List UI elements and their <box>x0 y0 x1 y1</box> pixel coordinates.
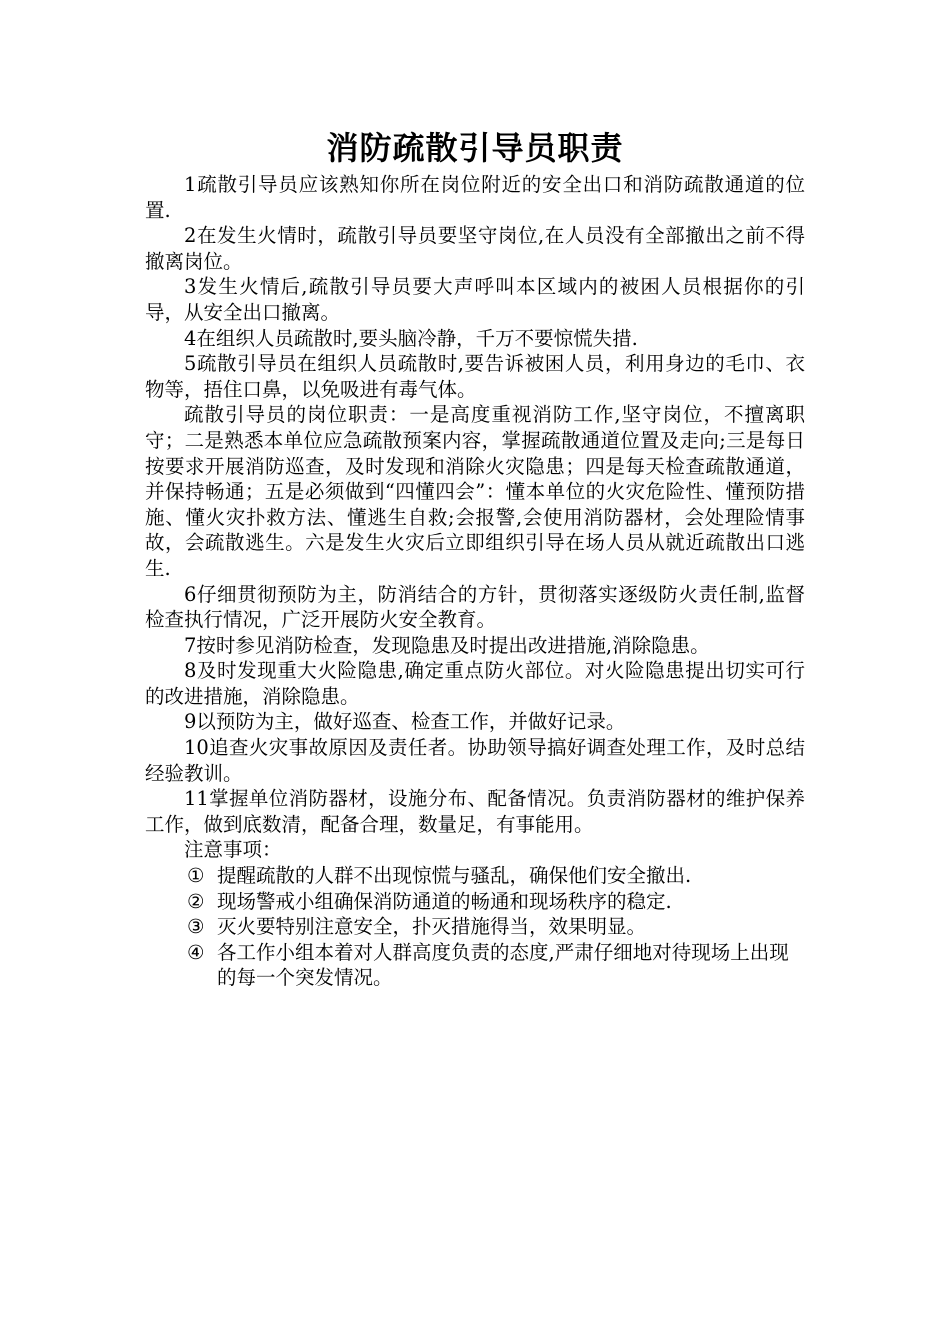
duty-paragraph-11: 11掌握单位消防器材，设施分布、配备情况。负责消防器材的维护保养工作，做到底数清，配备合理，数量足，有事能用。 <box>145 787 805 836</box>
duty-paragraph-1: 1疏散引导员应该熟知你所在岗位附近的安全出口和消防疏散通道的位置. <box>145 173 805 222</box>
note-text: 各工作小组本着对人群高度负责的态度,严肃仔细地对待现场上出现的每一个突发情况。 <box>217 940 789 990</box>
note-text: 现场警戒小组确保消防通道的畅通和现场秩序的稳定. <box>217 889 672 913</box>
duty-paragraph-9: 9以预防为主，做好巡查、检查工作，并做好记录。 <box>184 710 626 734</box>
duty-paragraph-2: 2在发生火情时，疏散引导员要坚守岗位,在人员没有全部撤出之前不得撤离岗位。 <box>145 224 805 273</box>
duty-paragraph-8: 8及时发现重大火险隐患,确定重点防火部位。对火险隐患提出切实可行的改进措施，消除隐患。 <box>145 659 805 708</box>
duty-paragraph-7: 7按时参见消防检查，发现隐患及时提出改进措施,消除隐患。 <box>184 633 710 657</box>
note-number: ② <box>187 889 205 913</box>
post-responsibilities-paragraph: 疏散引导员的岗位职责：一是高度重视消防工作,坚守岗位，不擅离职守；二是熟悉本单位应急疏散预案内容，掌握疏散通道位置及走向;三是每日按要求开展消防巡查，及时发现和消除火灾隐患；四是每天检查疏散通道，并保持畅通；五是必须做到“四懂四会”：懂本单位的火灾危险性、懂预防措施、懂火灾扑救方法、懂逃生自救;会报警,会使用消防器材，会处理险情事故，会疏散逃生。六是发生火灾后立即组织引导在场人员从就近疏散出口逃生. <box>145 403 805 580</box>
note-text: 提醒疏散的人群不出现惊慌与骚乱，确保他们安全撤出. <box>217 864 692 888</box>
note-number: ④ <box>187 940 205 964</box>
note-number: ③ <box>187 915 205 939</box>
note-item <box>145 914 805 940</box>
duty-paragraph-10: 10追查火灾事故原因及责任者。协助领导搞好调查处理工作，及时总结经验教训。 <box>145 736 805 785</box>
notes-heading: 注意事项： <box>184 838 282 862</box>
duty-paragraph-6: 6仔细贯彻预防为主，防消结合的方针，贯彻落实逐级防火责任制,监督检查执行情况，广泛开展防火安全教育。 <box>145 582 805 632</box>
document-body <box>145 172 805 991</box>
note-item <box>145 889 805 915</box>
duty-paragraph-4: 4在组织人员疏散时,要头脑冷静，千万不要惊慌失措. <box>184 326 638 350</box>
note-item <box>145 863 805 889</box>
page-title: 消防疏散引导员职责 <box>326 129 624 167</box>
note-item <box>145 940 805 991</box>
duty-paragraph-3: 3发生火情后,疏散引导员要大声呼叫本区域内的被困人员根据你的引导，从安全出口撤离。 <box>145 275 805 324</box>
duty-paragraph-5: 5疏散引导员在组织人员疏散时,要告诉被困人员，利用身边的毛巾、衣物等，捂住口鼻，以免吸进有毒气体。 <box>145 352 805 401</box>
note-number: ① <box>187 864 205 888</box>
note-text: 灭火要特别注意安全，扑灭措施得当，效果明显。 <box>217 915 647 939</box>
